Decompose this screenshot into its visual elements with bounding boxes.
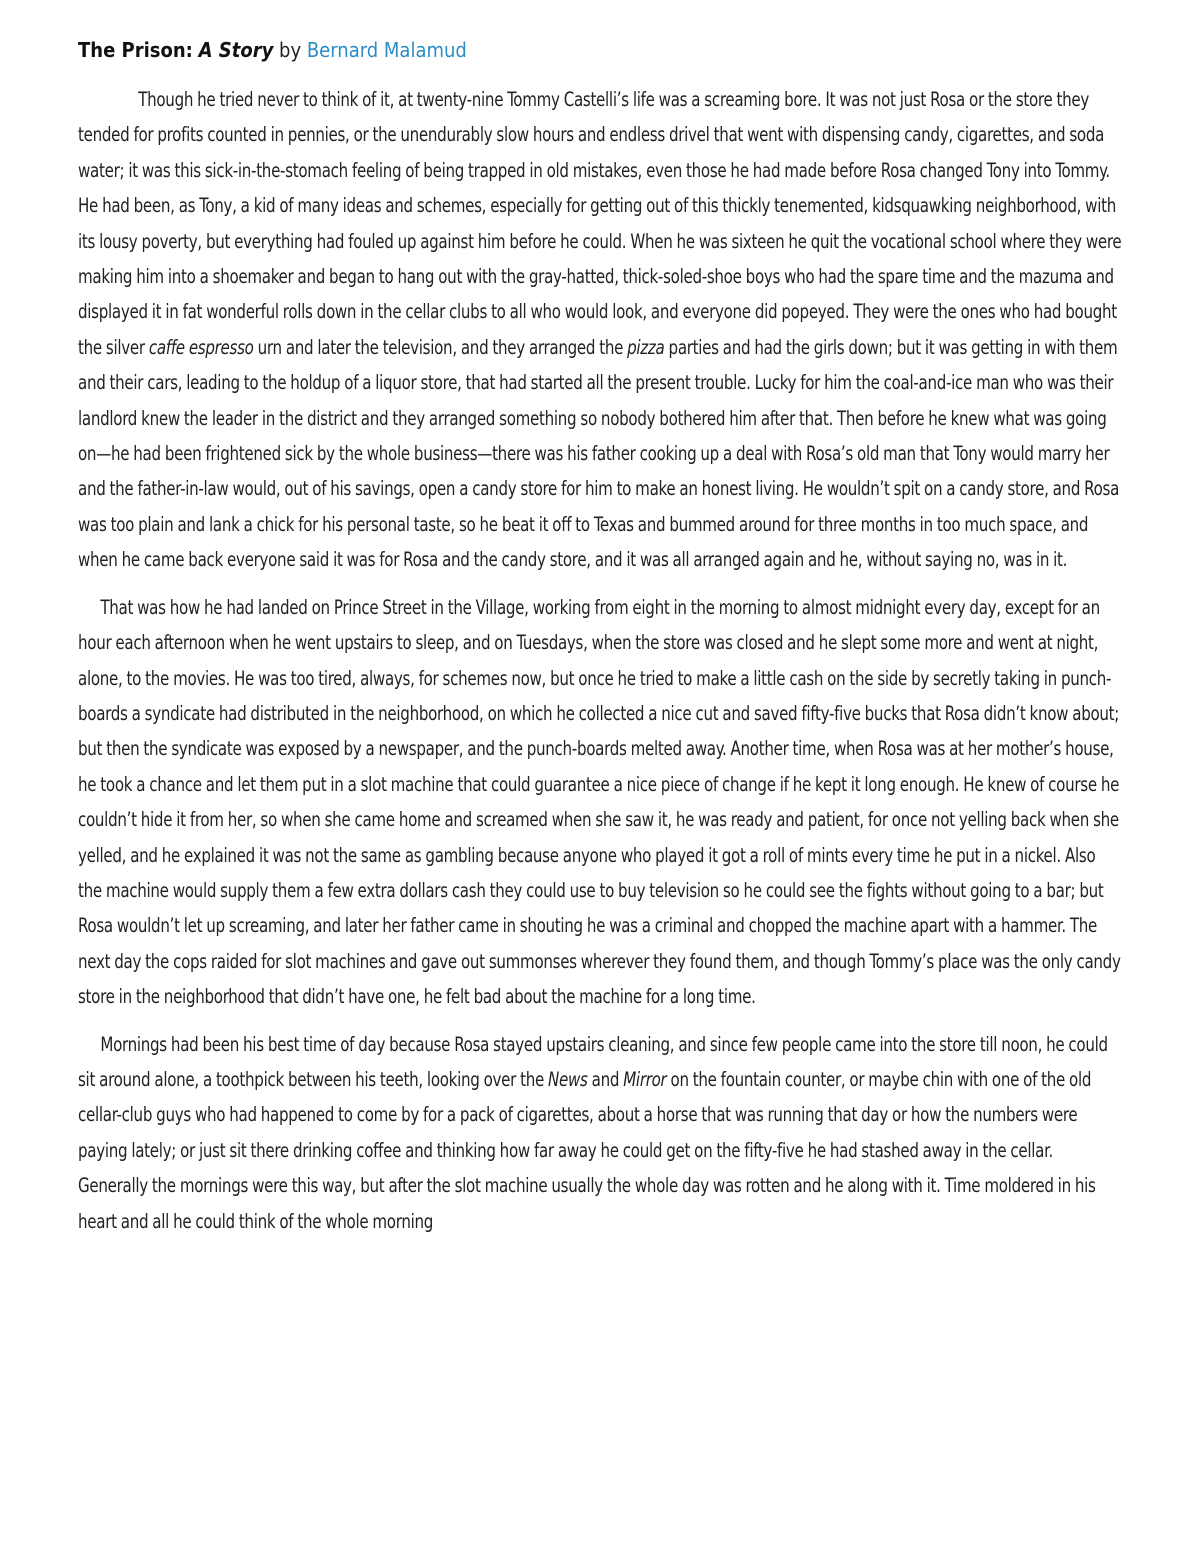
- paragraph-2: [78, 590, 1122, 1015]
- paragraph-3-mid: and: [587, 1067, 624, 1091]
- paragraph-1-mid: urn and later the television, and they arranged the: [253, 335, 628, 359]
- paragraph-3-italic-news: News: [548, 1067, 588, 1091]
- paragraph-1: [78, 82, 1122, 578]
- paragraph-1-italic-pizza: pizza: [627, 335, 665, 359]
- title-subtitle: A Story: [198, 38, 274, 62]
- title-main: The Prison:: [78, 38, 193, 62]
- story-heading: [78, 36, 1122, 64]
- paragraph-1-italic-caffe-espresso: caffe espresso: [148, 335, 254, 359]
- paragraph-1-text: Though he tried never to think of it, at twenty-nine Tommy Castelli’s life was a screaming bore. It was not just Rosa or the store they tended for profits counted in pennies, or the unendurably slow hours and endless drivel that went with dispensing candy, cigarettes, and soda water; it was this sick-in-the-stomach feeling of being trapped in old mistakes, even those he had made before Rosa changed Tony into Tommy. He had been, as Tony, a kid of many ideas and schemes, especially for getting out of this thickly tenemented, kidsquawking neighborhood, with its lousy poverty, but everything had fouled up against him before he could. When he was sixteen he quit the vocational school where they were making him into a shoemaker and began to hang out with the gray-hatted, thick-soled-shoe boys who had the spare time and the mazuma and displayed it in fat wonderful rolls down in the cellar clubs to all who would look, and everyone did popeyed. They were the ones who had bought the silver: [78, 88, 1122, 359]
- paragraph-3-text: Mornings had been his best time of day because Rosa stayed upstairs cleaning, and since few people came into the store till noon, he could sit around alone, a toothpick between his teeth, looking over the: [78, 1032, 1108, 1091]
- title-by: by: [279, 38, 302, 62]
- paragraph-1-rest: parties and had the girls down; but it was getting in with them and their cars, leading to the holdup of a liquor store, that had started all the present trouble. Lucky for him the coal-and-ice man who was their landlord knew the leader in the district and they arranged something so nobody bothered him after that. Then before he knew what was going on—he had been frightened sick by the whole business—there was his father cooking up a deal with Rosa’s old man that Tony would marry her and the father-in-law would, out of his savings, open a candy store for him to make an honest living. He wouldn’t spit on a candy store, and Rosa was too plain and lank a chick for his personal taste, so he beat it off to Texas and bummed around for three months in too much space, and when he came back everyone said it was for Rosa and the candy store, and it was all arranged again and he, without saying no, was in it.: [78, 335, 1120, 572]
- author-link[interactable]: Bernard Malamud: [306, 38, 467, 62]
- paragraph-3-italic-mirror: Mirror: [623, 1067, 667, 1091]
- document-page: [78, 36, 1122, 1251]
- paragraph-2-text: That was how he had landed on Prince Street in the Village, working from eight in the morning to almost midnight every day, except for an hour each afternoon when he went upstairs to sleep, and on Tuesdays, when the store was closed and he slept some more and went at night, alone, to the movies. He was too tired, always, for schemes now, but once he tried to make a little cash on the side by secretly taking in punch-boards a syndicate had distributed in the neighborhood, on which he collected a nice cut and saved fifty-five bucks that Rosa didn’t know about; but then the syndicate was exposed by a newspaper, and the punch-boards melted away. Another time, when Rosa was at her mother’s house, he took a chance and let them put in a slot machine that could guarantee a nice piece of change if he kept it long enough. He knew of course he couldn’t hide it from her, so when she came home and screamed when she saw it, he was ready and patient, for once not yelling back when she yelled, and he explained it was not the same as gambling because anyone who played it got a roll of mints every time he put in a nickel. Also the machine would supply them a few extra dollars cash they could use to buy television so he could see the fights without going to a bar; but Rosa wouldn’t let up screaming, and later her father came in shouting he was a criminal and chopped the machine apart with a hammer. The next day the cops raided for slot machines and gave out summonses wherever they found them, and though Tommy’s place was the only candy store in the neighborhood that didn’t have one, he felt bad about the machine for a long time.: [78, 595, 1121, 1009]
- paragraph-3-rest: on the fountain counter, or maybe chin with one of the old cellar-club guys who had happened to come by for a pack of cigarettes, about a horse that was running that day or how the numbers were paying lately; or just sit there drinking coffee and thinking how far away he could get on the fifty-five he had stashed away in the cellar. Generally the mornings were this way, but after the slot machine usually the whole day was rotten and he along with it. Time moldered in his heart and all he could think of the whole morning: [78, 1067, 1096, 1233]
- paragraph-3: [78, 1027, 1122, 1239]
